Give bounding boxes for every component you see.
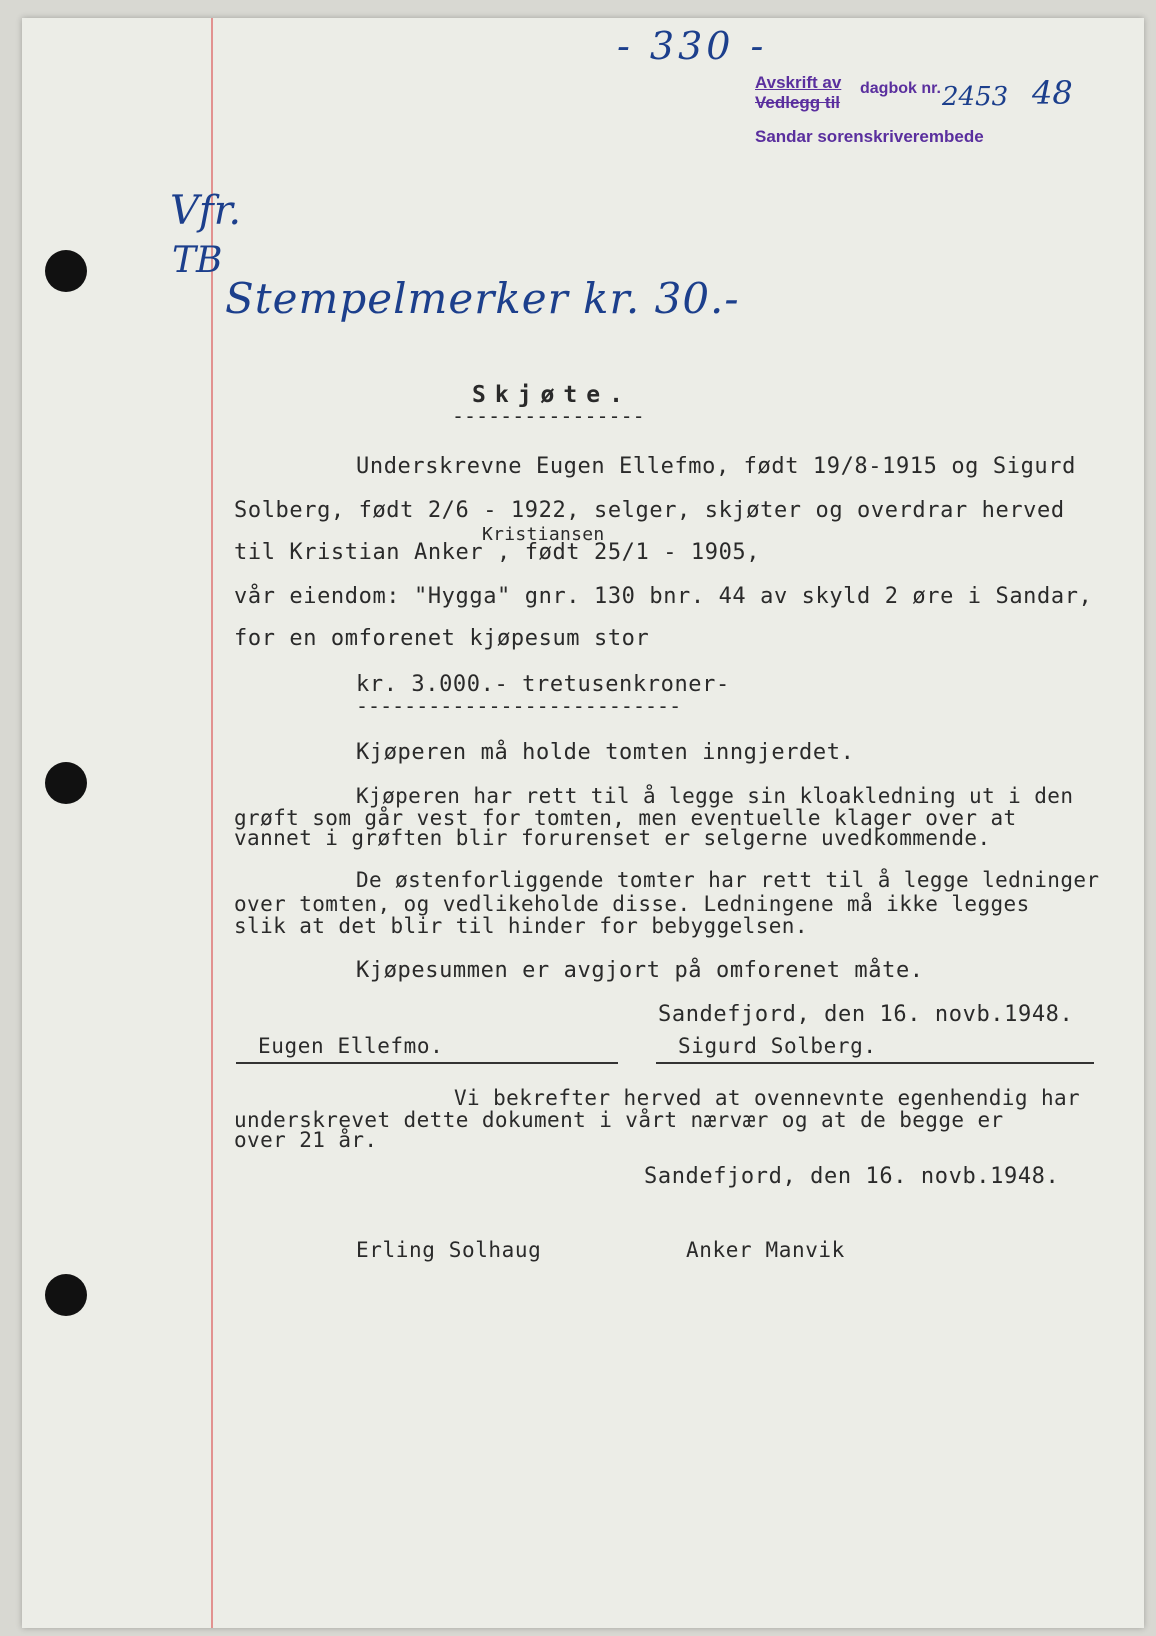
place-date: Sandefjord, den 16. novb.1948. <box>658 1002 1074 1027</box>
witness-name: Erling Solhaug <box>356 1238 542 1262</box>
body-line: Kjøperen har rett til å legge sin kloakledning ut i den <box>356 784 1074 808</box>
signature-line <box>656 1062 1094 1064</box>
place-date: Sandefjord, den 16. novb.1948. <box>644 1164 1060 1189</box>
body-line: for en omforenet kjøpesum stor <box>234 626 650 651</box>
body-line: underskrevet dette dokument i vårt nærvær og at de begge er <box>234 1108 1004 1132</box>
interlinear-insert: Kristiansen <box>482 524 605 545</box>
margin-note-line-1: Vfr. <box>170 188 242 234</box>
body-line: Kjøperen må holde tomten inngjerdet. <box>356 740 855 765</box>
document-title: Skjøte. <box>472 382 632 408</box>
margin-note-line-2: TB <box>172 240 223 281</box>
signer-name: Eugen Ellefmo. <box>258 1034 444 1058</box>
document-page <box>22 18 1144 1628</box>
punch-hole <box>45 250 87 292</box>
body-line: over 21 år. <box>234 1128 378 1152</box>
body-line: De østenforliggende tomter har rett til å legge ledninger <box>356 868 1100 892</box>
title-underline: ---------------- <box>452 404 645 428</box>
witness-name: Anker Manvik <box>686 1238 845 1262</box>
punch-hole <box>45 1274 87 1316</box>
body-line: grøft som går vest for tomten, men eventuelle klager over at <box>234 806 1017 830</box>
stamp-fee-note: Stempelmerker kr. 30.- <box>225 274 740 323</box>
body-line: slik at det blir til hinder for bebyggelsen. <box>234 914 808 938</box>
page-number: - 330 - <box>617 24 768 68</box>
purchase-price: kr. 3.000.- tretusenkroner- <box>356 672 730 697</box>
body-line: over tomten, og vedlikeholde disse. Ledningene må ikke legges <box>234 892 1030 916</box>
stamp-line-1: Avskrift av <box>755 73 842 92</box>
body-line: Vi bekrefter herved at ovennevnte egenhendig har <box>454 1086 1081 1110</box>
body-line: til Kristian Anker , født 25/1 - 1905, <box>234 540 761 565</box>
stamp-line-1b: dagbok nr. <box>860 80 941 97</box>
signature-line <box>236 1062 618 1064</box>
punch-hole <box>45 762 87 804</box>
body-line: vannet i grøften blir forurenset er selgerne uvedkommende. <box>234 826 991 850</box>
stamp-line-3: Sandar sorenskriverembede <box>755 127 984 146</box>
signer-name: Sigurd Solberg. <box>678 1034 877 1058</box>
stamp-year: 48 <box>1032 74 1073 112</box>
body-line: Solberg, født 2/6 - 1922, selger, skjøter og overdrar herved <box>234 498 1065 523</box>
body-line: vår eiendom: "Hygga" gnr. 130 bnr. 44 av skyld 2 øre i Sandar, <box>234 584 1093 609</box>
price-underline: --------------------------- <box>356 694 682 718</box>
body-line: Underskrevne Eugen Ellefmo, født 19/8-1915 og Sigurd <box>356 454 1076 479</box>
body-line: Kjøpesummen er avgjort på omforenet måte. <box>356 958 924 983</box>
stamp-entry-number: 2453 <box>942 82 1009 112</box>
stamp-line-2: Vedlegg til <box>755 93 841 112</box>
